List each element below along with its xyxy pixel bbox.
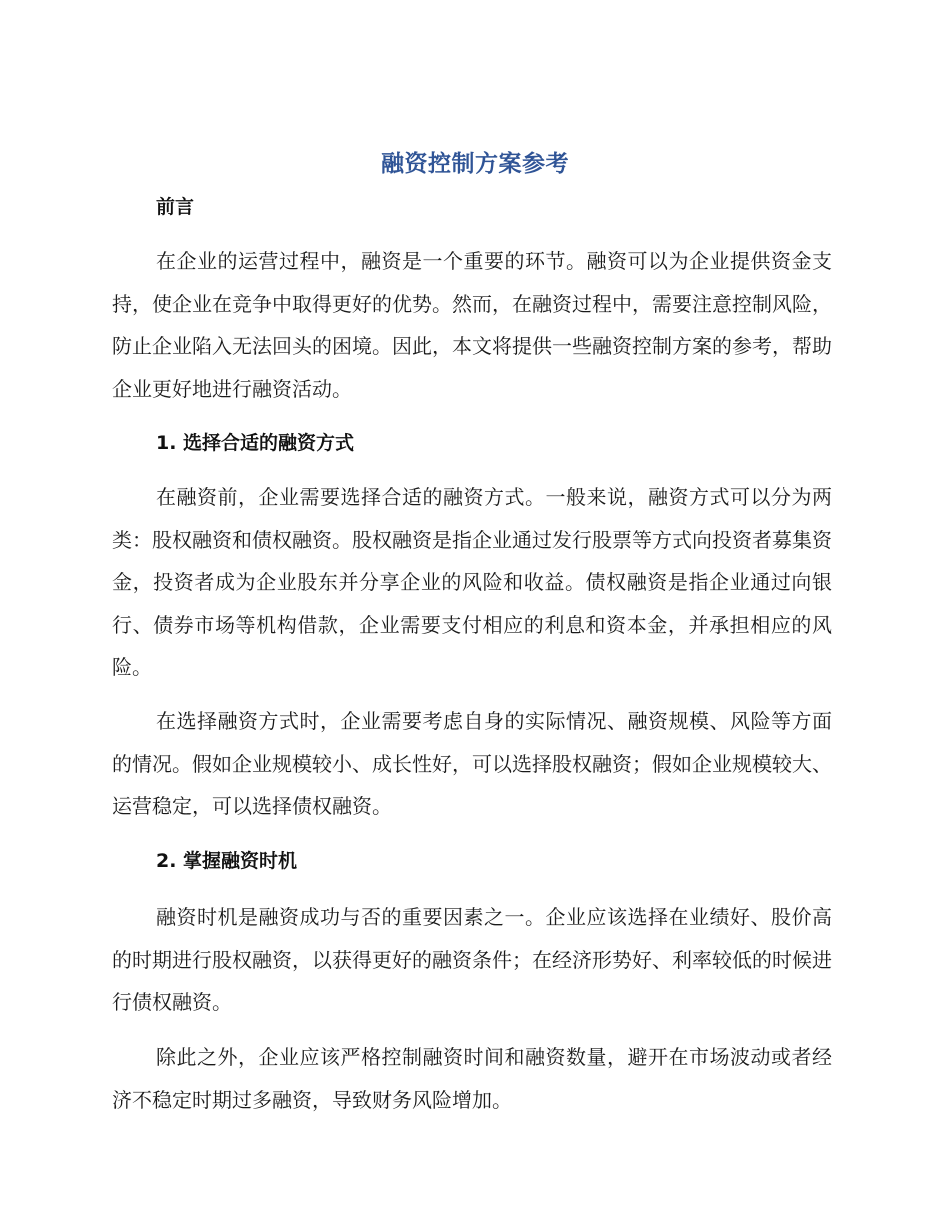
section-1-paragraph-1: 在融资前，企业需要选择合适的融资方式。一般来说，融资方式可以分为两类：股权融资和债权融资。股权融资是指企业通过发行股票等方式向投资者募集资金，投资者成为企业股东并分享企业的风险和收益。债权融资是指企业通过向银行、债券市场等机构借款，企业需要支付相应的利息和资本金，并承担相应的风险。 <box>112 485 832 679</box>
section-2-heading: 2. 掌握融资时机 <box>156 850 298 872</box>
section-2-paragraph-1: 融资时机是融资成功与否的重要因素之一。企业应该选择在业绩好、股价高的时期进行股权融资，以获得更好的融资条件；在经济形势好、利率较低的时候进行债权融资。 <box>112 905 832 1014</box>
section-1-heading: 1. 选择合适的融资方式 <box>156 432 355 454</box>
section-1-paragraph-2: 在选择融资方式时，企业需要考虑自身的实际情况、融资规模、风险等方面的情况。假如企业规模较小、成长性好，可以选择股权融资；假如企业规模较大、运营稳定，可以选择债权融资。 <box>112 709 832 818</box>
preface-paragraph: 在企业的运营过程中，融资是一个重要的环节。融资可以为企业提供资金支持，使企业在竞争中取得更好的优势。然而，在融资过程中，需要注意控制风险，防止企业陷入无法回头的困境。因此，本文将提供一些融资控制方案的参考，帮助企业更好地进行融资活动。 <box>112 249 832 401</box>
document-title: 融资控制方案参考 <box>381 151 569 177</box>
preface-heading: 前言 <box>156 196 195 218</box>
section-2-paragraph-2: 除此之外，企业应该严格控制融资时间和融资数量，避开在市场波动或者经济不稳定时期过多融资，导致财务风险增加。 <box>112 1045 832 1112</box>
